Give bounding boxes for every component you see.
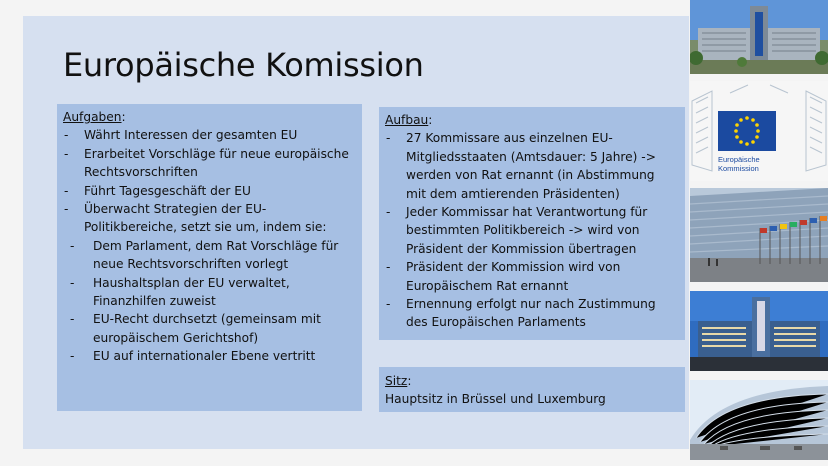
list-item: - Jeder Kommissar hat Verantwortung für bestimmten Politikbereich -> wird von Präsident der Kommission übertragen bbox=[385, 203, 677, 258]
logo-text-line2: Kommission bbox=[718, 164, 759, 173]
sitz-heading-line bbox=[385, 372, 677, 390]
berlaymont-night-photo bbox=[690, 291, 828, 371]
aufbau-box bbox=[379, 107, 685, 340]
eu-commission-logo bbox=[690, 81, 828, 181]
berlaymont-building-photo bbox=[690, 0, 828, 74]
aufgaben-sublist bbox=[69, 237, 354, 366]
logo-text-line1: Europäische bbox=[718, 155, 760, 164]
aufgaben-list bbox=[63, 126, 354, 236]
list-item: - Präsident der Kommission wird von Europäischem Rat ernannt bbox=[385, 258, 677, 295]
aufbau-heading-line bbox=[385, 111, 677, 129]
list-item: - Führt Tagesgeschäft der EU bbox=[63, 182, 354, 200]
list-item: - 27 Kommissare aus einzelnen EU-Mitgliedsstaaten (Amtsdauer: 5 Jahre) -> werden von Rat ernannt (in Abstimmung mit dem amtierenden Präsidenten) bbox=[385, 129, 677, 203]
sitz-text: Hauptsitz in Brüssel und Luxemburg bbox=[385, 392, 606, 407]
sitz-colon: : bbox=[407, 374, 412, 388]
aufbau-heading: Aufbau bbox=[385, 113, 429, 127]
aufgaben-heading-line bbox=[63, 108, 354, 126]
aufgaben-heading: Aufgaben bbox=[63, 110, 122, 124]
list-item: - Erarbeitet Vorschläge für neue europäische Rechtsvorschriften bbox=[63, 145, 354, 182]
building-with-flags-photo bbox=[690, 188, 828, 282]
list-item: - Währt Interessen der gesamten EU bbox=[63, 126, 354, 144]
aufbau-list bbox=[385, 129, 677, 331]
aufbau-colon: : bbox=[428, 113, 433, 127]
sub-list-item: - Haushaltsplan der EU verwaltet, Finanzhilfen zuweist bbox=[69, 274, 354, 311]
slide-title: Europäische Komission bbox=[63, 46, 424, 84]
aufgaben-box bbox=[57, 104, 362, 411]
list-item: - Ernennung erfolgt nur nach Zustimmung des Europäischen Parlaments bbox=[385, 295, 677, 332]
sub-list-item: - EU auf internationaler Ebene vertritt bbox=[69, 347, 354, 365]
aufgaben-colon: : bbox=[121, 110, 126, 124]
list-item: - Überwacht Strategien der EU-Politikbereiche, setzt sie um, indem sie: bbox=[63, 200, 354, 237]
sub-list-item: - EU-Recht durchsetzt (gemeinsam mit europäischem Gerichtshof) bbox=[69, 310, 354, 347]
sitz-heading: Sitz bbox=[385, 374, 408, 388]
sub-list-item: - Dem Parlament, dem Rat Vorschläge für neue Rechtsvorschriften vorlegt bbox=[69, 237, 354, 274]
curved-glass-building-photo bbox=[690, 380, 828, 460]
sitz-box bbox=[379, 367, 685, 412]
